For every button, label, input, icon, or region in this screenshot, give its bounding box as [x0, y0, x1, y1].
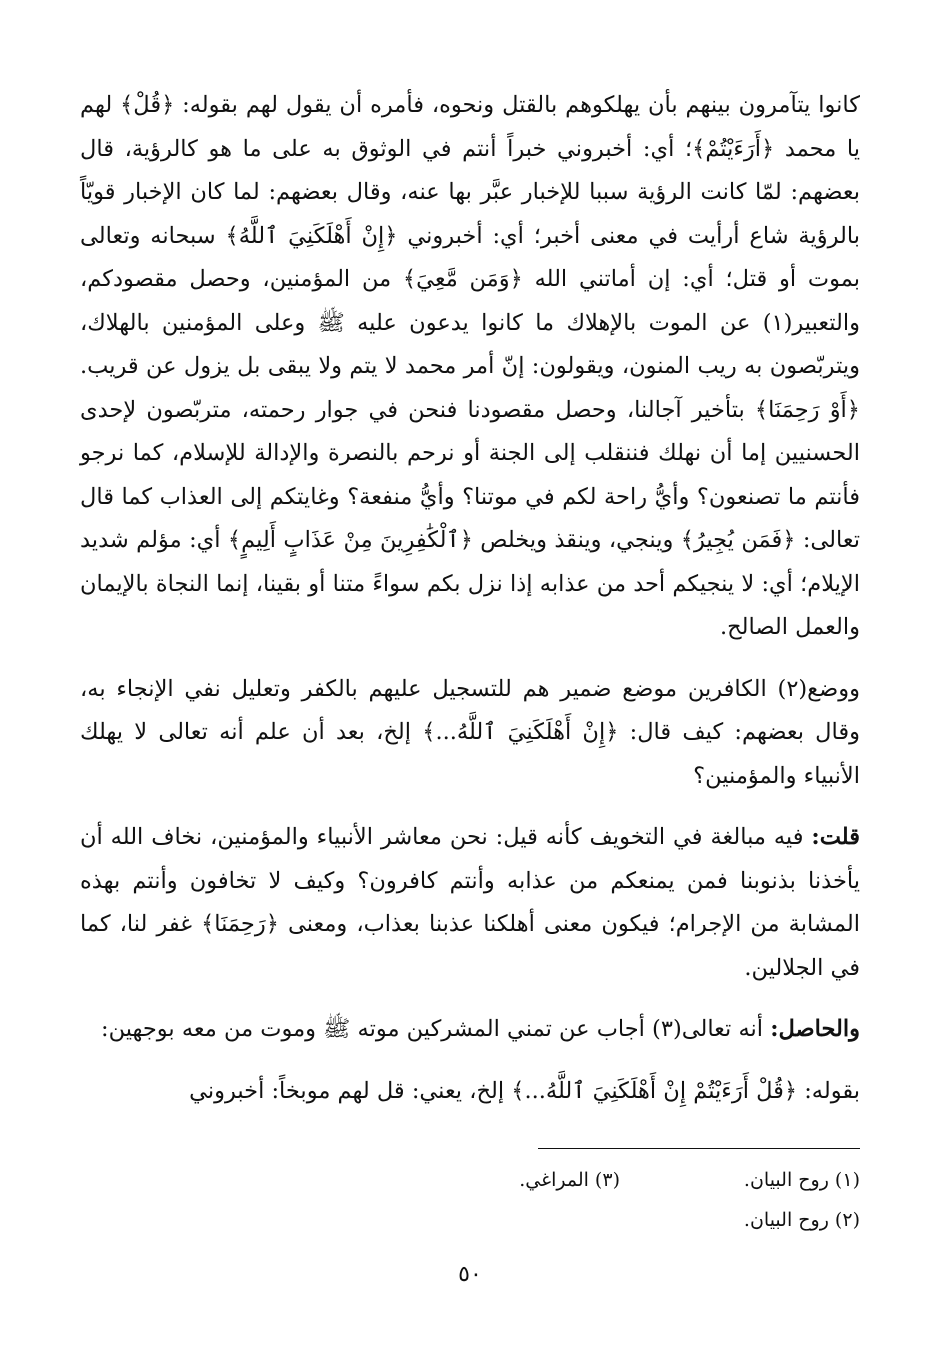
footnote-1: (١) روح البيان. — [743, 1169, 860, 1191]
hasil-lead: والحاصل: — [770, 1016, 860, 1042]
body-paragraph-hasil — [80, 1008, 860, 1052]
body-paragraph-1: كانوا يتآمرون بينهم بأن يهلكوهم بالقتل ونحوه، فأمره أن يقول لهم بقوله: ﴿قُلْ﴾ لهم يا محمد ﴿أَرَءَيْتُمْ﴾؛ أي: أخبروني خبراً أنتم في الوثوق به على ما هو كالرؤية، قال بعضهم: لمّا كانت الرؤية سببا للإخبار عبَّر بها عنه، وقال بعضهم: لما كان الإخبار قويّاً بالرؤية شاع أرأيت في معنى أخبر؛ أي: أخبروني ﴿إِنْ أَهْلَكَنِيَ ٱللَّهُ﴾ سبحانه وتعالى بموت أو قتل؛ أي: إن أماتني الله ﴿وَمَن مَّعِيَ﴾ من المؤمنين، وحصل مقصودكم، والتعبير(١) عن الموت بالإهلاك ما كانوا يدعون عليه ﷺ وعلى المؤمنين بالهلاك، ويتربّصون به ريب المنون، ويقولون: إنّ أمر محمد لا يتم ولا يبقى بل يزول عن قريب. ﴿أَوْ رَحِمَنَا﴾ بتأخير آجالنا، وحصل مقصودنا فنحن في جوار رحمته، متربّصون لإحدى الحسنيين إما أن نهلك فننقلب إلى الجنة أو نرحم بالنصرة والإدالة للإسلام، كما نرجو فأنتم ما تصنعون؟ وأيُّ راحة لكم في موتنا؟ وأيُّ منفعة؟ وغايتكم إلى العذاب كما قال تعالى: ﴿فَمَن يُجِيرُ﴾ وينجي، وينقذ ويخلص ﴿ٱلْكَٰفِرِينَ مِنْ عَذَابٍ أَلِيمٍ﴾ أي: مؤلم شديد الإيلام؛ أي: لا ينجيكم أحد من عذابه إذا نزل بكم سواءً متنا أو بقينا، إنما النجاة بالإيمان والعمل الصالح. — [80, 92, 860, 640]
document-page — [80, 80, 860, 1340]
hasil-text: أنه تعالى(٣) أجاب عن تمني المشركين موته ﷺ وموت من معه بوجهين: — [101, 1016, 771, 1042]
footnotes — [80, 1160, 860, 1240]
footnote-row-2 — [80, 1200, 860, 1240]
footnote-separator — [538, 1148, 860, 1149]
footnote-row-1 — [80, 1160, 860, 1200]
qult-lead: قلت: — [811, 824, 860, 850]
page-number: ٥٠ — [458, 1262, 482, 1287]
body-last-line: بقوله: ﴿قُلْ أَرَءَيْتُمْ إِنْ أَهْلَكَنِيَ ٱللَّهُ...﴾ إلخ، يعني: قل لهم موبخاً: أخبروني — [189, 1077, 860, 1104]
body-paragraph-2: ووضع(٢) الكافرين موضع ضمير هم للتسجيل عليهم بالكفر وتعليل نفي الإنجاء به، وقال بعضهم: كيف قال: ﴿إِنْ أَهْلَكَنِيَ ٱللَّهُ...﴾ إلخ، بعد أن علم أنه تعالى لا يهلك الأنبياء والمؤمنين؟ — [80, 675, 860, 789]
footnote-2: (٢) روح البيان. — [743, 1209, 860, 1231]
qult-text: فيه مبالغة في التخويف كأنه قيل: نحن معاشر الأنبياء والمؤمنين، نخاف الله أن يأخذنا بذنوبنا فمن يمنعكم من عذابه وأنتم كافرون؟ وكيف لا تخافون وأنتم بهذه المشابة من الإجرام؛ فيكون معنى أهلكنا عذبنا بعذاب، ومعنى ﴿رَحِمَنَا﴾ غفر لنا، كما في الجلالين. — [80, 824, 860, 981]
body-paragraph-qult — [80, 816, 860, 990]
footnote-3: (٣) المراغي. — [519, 1169, 620, 1191]
